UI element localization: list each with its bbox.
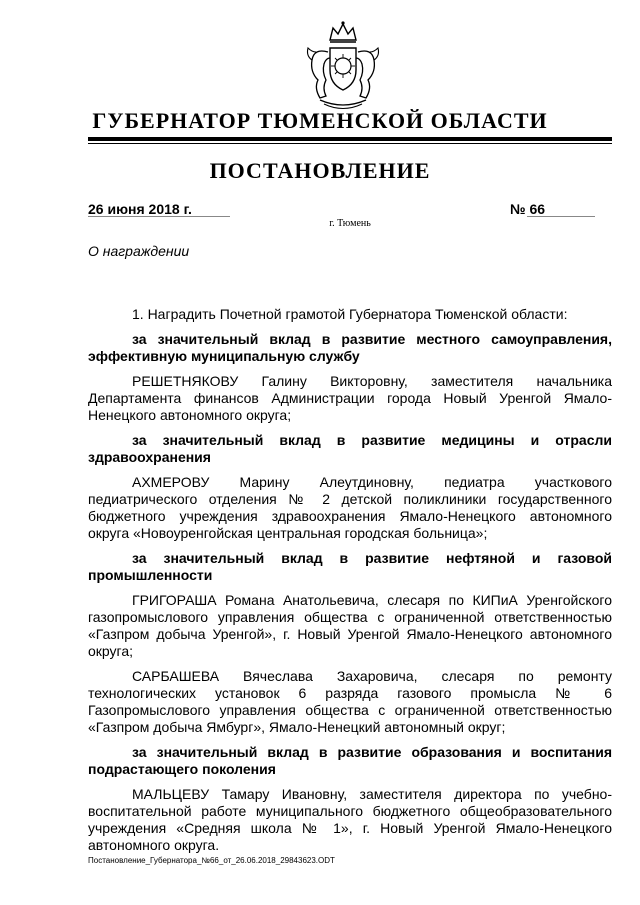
category-heading: за значительный вклад в развитие образования и воспитания подрастающего поколения: [88, 744, 612, 777]
document-number: № 66: [510, 201, 546, 217]
award-paragraph: АХМЕРОВУ Марину Алеутдиновну, педиатра участкового педиатрического отделения № 2 детской поликлиники государственного бюджетного учреждения здравоохранения Ямало-Ненецкого автономного округа «Новоуренгойская центральная городская больница»;: [88, 474, 612, 541]
date-underline: [88, 216, 230, 217]
category-heading: за значительный вклад в развитие нефтяной и газовой промышленности: [88, 550, 612, 583]
intro-paragraph: 1. Наградить Почетной грамотой Губернатора Тюменской области:: [132, 306, 568, 322]
authority-title: ГУБЕРНАТОР ТЮМЕНСКОЙ ОБЛАСТИ: [92, 108, 548, 133]
award-paragraph: САРБАШЕВА Вячеслава Захаровича, слесаря по ремонту технологических установок 6 разряда газового промысла № 6 Газопромыслового управления общества с ограниченной ответственностью «Газпром добыча Ямбург», Ямало-Ненецкий автономный округ;: [88, 668, 612, 735]
document-body: [88, 306, 612, 862]
award-paragraph: ГРИГОРАША Романа Анатольевича, слесаря по КИПиА Уренгойского газопромыслового управления общества с ограниченной ответственностью «Газпром добыча Уренгой», г. Новый Уренгой Ямало-Ненецкого автономного округа;: [88, 592, 612, 659]
document-subject: О награждении: [88, 243, 190, 259]
document-date: 26 июня 2018 г.: [88, 201, 192, 217]
file-footer: Постановление_Губернатора_№66_от_26.06.2018_29843623.ODT: [88, 856, 335, 865]
header-divider-thick: [88, 137, 612, 141]
award-paragraph: РЕШЕТНЯКОВУ Галину Викторовну, заместителя начальника Департамента финансов Администрации города Новый Уренгой Ямало-Ненецкого автономного округа;: [88, 373, 612, 423]
coat-of-arms-icon: [300, 18, 386, 114]
document-city: г. Тюмень: [329, 218, 371, 229]
category-heading: за значительный вклад в развитие медицины и отрасли здравоохранения: [88, 432, 612, 465]
category-heading: за значительный вклад в развитие местного самоуправления, эффективную муниципальную службу: [88, 331, 612, 364]
document-type: ПОСТАНОВЛЕНИЕ: [209, 158, 431, 183]
award-paragraph: МАЛЬЦЕВУ Тамару Ивановну, заместителя директора по учебно-воспитательной работе муниципального бюджетного общеобразовательного учреждения «Средняя школа № 1», г. Новый Уренгой Ямало-Ненецкого автономного округа.: [88, 786, 612, 853]
header-divider-thin: [88, 143, 612, 144]
number-underline: [527, 216, 595, 217]
